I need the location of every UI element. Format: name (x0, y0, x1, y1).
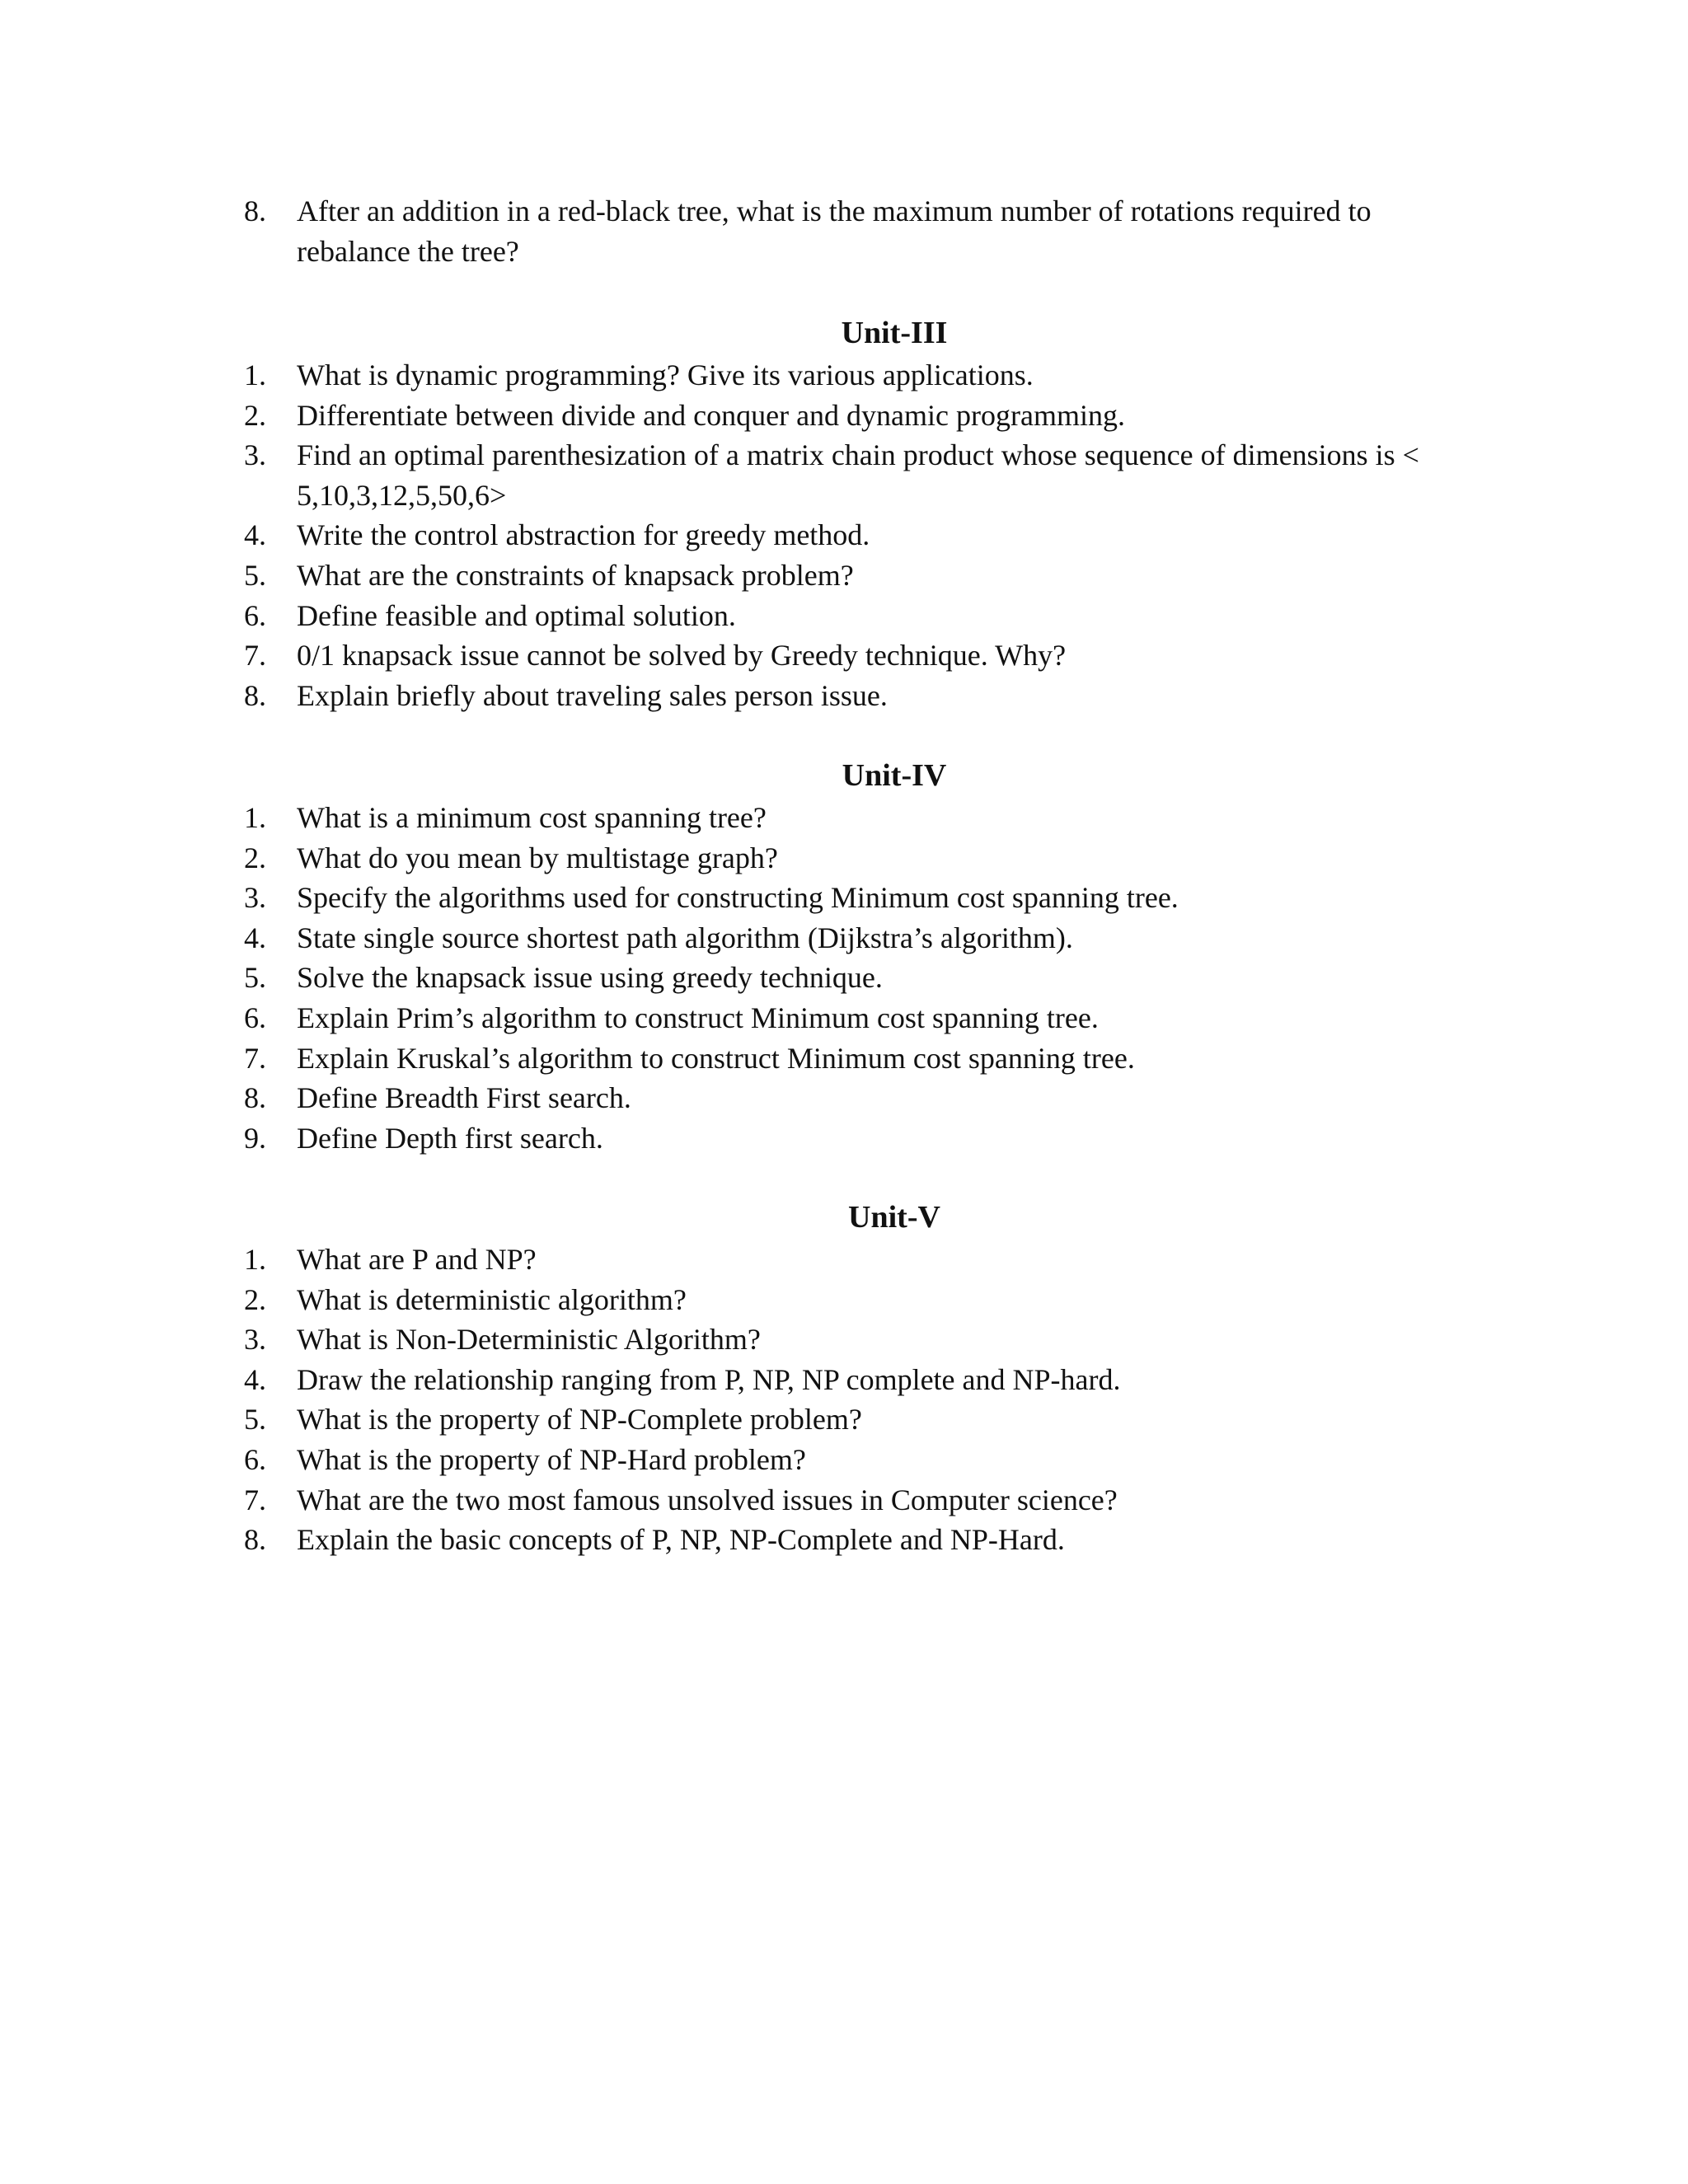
question-item (239, 1038, 1451, 1079)
question-item (239, 838, 1451, 879)
question-item (239, 998, 1451, 1038)
question-item (239, 918, 1451, 958)
unit-heading: Unit-IV (842, 758, 947, 793)
question-number: 7. (244, 1483, 266, 1516)
question-text: Explain Prim’s algorithm to construct Minimum cost spanning tree. (297, 1001, 1099, 1034)
question-item (239, 191, 1451, 271)
question-item (239, 1399, 1451, 1440)
question-text: Draw the relationship ranging from P, NP, NP complete and NP-hard. (297, 1362, 1121, 1396)
question-item (239, 1480, 1451, 1521)
question-list (239, 191, 1451, 271)
carryover-section (239, 191, 1451, 271)
question-number: 8. (244, 1081, 266, 1115)
question-number: 3. (244, 1323, 266, 1357)
question-number: 8. (244, 194, 266, 227)
question-item (239, 635, 1451, 676)
question-item (239, 396, 1451, 436)
question-item (239, 555, 1451, 596)
question-text: What is Non-Deterministic Algorithm? (297, 1323, 761, 1357)
question-number: 5. (244, 1403, 266, 1436)
question-number: 9. (244, 1121, 266, 1155)
question-text: Define Breadth First search. (297, 1081, 631, 1115)
question-number: 4. (244, 921, 266, 954)
question-number: 7. (244, 1041, 266, 1075)
question-text: What are the two most famous unsolved issues in Computer science? (297, 1483, 1118, 1516)
question-number: 5. (244, 558, 266, 592)
question-list (239, 355, 1451, 715)
question-text: Explain briefly about traveling sales person issue. (297, 678, 888, 712)
question-number: 1. (244, 801, 266, 834)
question-number: 2. (244, 1282, 266, 1316)
question-number: 4. (244, 1362, 266, 1396)
question-number: 6. (244, 1442, 266, 1476)
question-item (239, 1078, 1451, 1118)
question-text: What is the property of NP-Complete problem? (297, 1403, 862, 1436)
question-number: 8. (244, 1523, 266, 1557)
question-item (239, 676, 1451, 716)
question-item (239, 355, 1451, 396)
question-list (239, 798, 1451, 1158)
question-text: Solve the knapsack issue using greedy technique. (297, 961, 883, 995)
unit-section (239, 756, 1451, 1158)
question-text: Find an optimal parenthesization of a matrix chain product whose sequence of dimensions is < 5,10,3,12,5,50,6> (297, 438, 1419, 512)
question-text: What is dynamic programming? Give its various applications. (297, 359, 1034, 391)
question-item (239, 958, 1451, 998)
question-item (239, 1360, 1451, 1400)
question-number: 6. (244, 1001, 266, 1034)
unit-section (239, 1197, 1451, 1560)
question-text: Define feasible and optimal solution. (297, 598, 736, 632)
question-number: 5. (244, 961, 266, 995)
question-text: Differentiate between divide and conquer and dynamic programming. (297, 398, 1125, 432)
question-item (239, 1440, 1451, 1480)
question-text: Specify the algorithms used for constructing Minimum cost spanning tree. (297, 881, 1179, 915)
question-number: 3. (244, 881, 266, 915)
question-item (239, 798, 1451, 838)
unit-heading: Unit-V (848, 1200, 940, 1235)
question-item (239, 1280, 1451, 1320)
question-text: State single source shortest path algorithm (Dijkstra’s algorithm). (297, 921, 1073, 954)
question-text: What are the constraints of knapsack problem? (297, 558, 854, 592)
question-text: Explain Kruskal’s algorithm to construct Minimum cost spanning tree. (297, 1041, 1135, 1075)
question-text: Explain the basic concepts of P, NP, NP-Complete and NP-Hard. (297, 1523, 1065, 1557)
question-number: 3. (244, 438, 266, 472)
question-item (239, 1118, 1451, 1159)
question-text: 0/1 knapsack issue cannot be solved by Greedy technique. Why? (297, 639, 1067, 673)
question-list (239, 1240, 1451, 1560)
question-item (239, 435, 1451, 515)
question-number: 1. (244, 359, 266, 391)
question-text: What is a minimum cost spanning tree? (297, 801, 767, 834)
question-number: 6. (244, 598, 266, 632)
question-number: 8. (244, 678, 266, 712)
question-item (239, 1240, 1451, 1280)
question-text: Write the control abstraction for greedy method. (297, 518, 870, 552)
question-number: 1. (244, 1243, 266, 1276)
question-text: What is the property of NP-Hard problem? (297, 1442, 806, 1476)
question-text: After an addition in a red-black tree, what is the maximum number of rotations required to rebalance the tree? (297, 194, 1372, 268)
unit-section (239, 313, 1451, 715)
question-text: What do you mean by multistage graph? (297, 841, 778, 874)
question-number: 4. (244, 518, 266, 552)
question-text: What are P and NP? (297, 1243, 537, 1276)
question-item (239, 1520, 1451, 1560)
unit-heading: Unit-III (841, 316, 948, 350)
question-item (239, 596, 1451, 636)
question-text: What is deterministic algorithm? (297, 1282, 687, 1316)
question-number: 2. (244, 398, 266, 432)
question-item (239, 1319, 1451, 1360)
question-number: 7. (244, 639, 266, 673)
question-number: 2. (244, 841, 266, 874)
question-text: Define Depth first search. (297, 1121, 603, 1155)
question-item (239, 878, 1451, 918)
question-item (239, 515, 1451, 555)
